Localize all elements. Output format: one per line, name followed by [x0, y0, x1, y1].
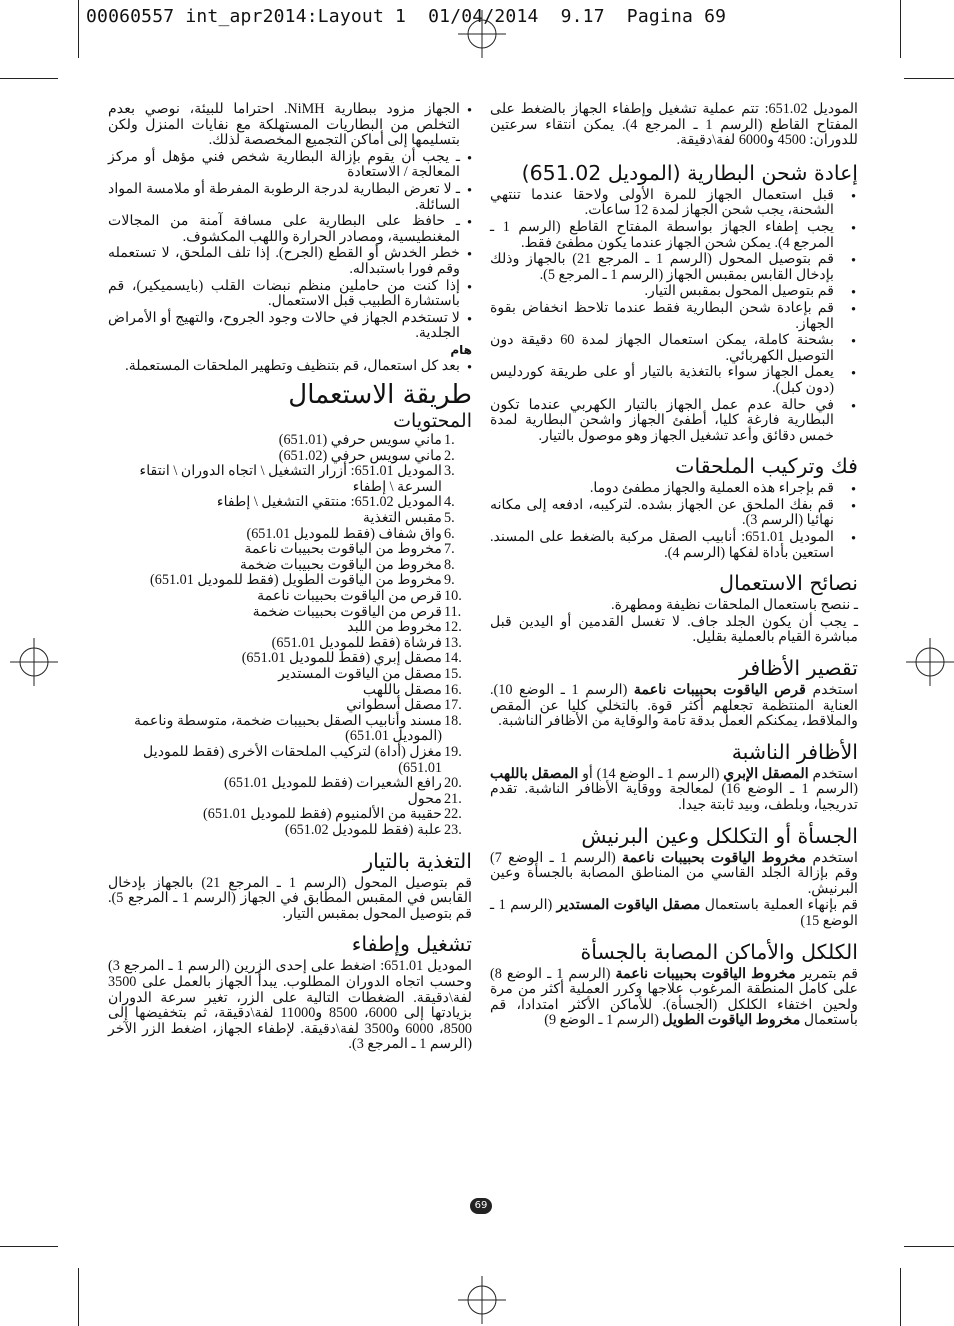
accessory-name: المصقل الإبري: [723, 765, 809, 782]
text-run: استخدم: [806, 849, 858, 866]
contents-item: [108, 776, 472, 792]
important-label: هام: [450, 342, 472, 357]
calluses-finish-text: [490, 898, 858, 929]
crop-mark: [900, 1268, 901, 1326]
contents-item-text: حقيبة من الألمنيوم (فقط للموديل 651.01): [203, 806, 442, 823]
list-item: ● لا تستخدم الجهاز في حالات وجود الجروح، والتهيج أو الأمراض الجلدية.: [108, 311, 472, 342]
text-run: استخدم: [808, 765, 858, 782]
hard-skin-text: [490, 967, 858, 1029]
contents-item: [108, 433, 472, 449]
accessory-name: قرص الياقوت بحبيبات ناعمة: [633, 682, 806, 699]
contents-item: [108, 558, 472, 574]
contents-item-text: مصقل باللهب: [362, 681, 442, 698]
accessory-name: المصقل باللهب: [490, 765, 579, 782]
list-item: ● يجب إطفاء الجهاز بواسطة المفتاح القاطع (الرسم 1 ـ المرجع 4). يمكن شحن الجهاز عندما يكون مطفئ فقط.: [490, 220, 858, 251]
list-item: ● قبل استعمال الجهاز للمرة الأولى ولاحقا عندما تنتهي الشحنة، يجب شحن الجهاز لمدة 12 ساعات.: [490, 188, 858, 219]
contents-item-number: 12.: [444, 619, 462, 636]
contents-item-text: مخروط من اللبد: [347, 619, 442, 636]
contents-item: [108, 636, 472, 652]
contents-item: [108, 605, 472, 621]
contents-item-number: 19.: [444, 743, 462, 760]
registration-mark-left: [10, 638, 58, 686]
list-item: ● ـ حافظ على البطارية على مسافة آمنة من المجالات المغنطيسية، ومصادر الحرارة واللهب المكشوف.: [108, 214, 472, 245]
important-list: [108, 359, 472, 375]
contents-item-text: رافع الشعيرات (فقط للموديل 651.01): [224, 775, 442, 792]
contents-item: [108, 651, 472, 667]
contents-item-text: مصقل أسطواني: [346, 697, 442, 714]
heading-usage-method: طريقة الاستعمال: [288, 380, 472, 411]
crop-mark: [78, 0, 79, 58]
contents-item-text: الموديل 651.02: منتقي التشغيل \ إطفاء: [216, 494, 442, 511]
battery-charging-list: [490, 188, 858, 445]
contents-item-number: 6.: [444, 525, 455, 542]
heading-nail-shortening: تقصير الأظافر: [739, 656, 858, 681]
contents-item-text: محول: [407, 790, 442, 807]
list-item: ● بشحنة كاملة، يمكن استعمال الجهاز لمدة 60 دقيقة دون التوصيل الكهربائي.: [490, 333, 858, 364]
contents-item-number: 16.: [444, 681, 462, 698]
contents-item: [108, 745, 472, 776]
ingrown-nails-text: [490, 767, 858, 814]
contents-item: [108, 527, 472, 543]
crop-mark: [0, 78, 58, 79]
contents-item: [108, 495, 472, 511]
contents-item-text: مخروط من الياقوت بحبيبات ضخمة: [239, 556, 442, 573]
list-item: ● يعمل الجهاز سواء بالتغذية بالتيار أو على طريقة كوردليس (دون كبل).: [490, 365, 858, 396]
page-number-badge: 69: [470, 1198, 492, 1214]
contents-item-text: ماني سويس حرفي (651.02): [278, 447, 442, 464]
text-run: (الرسم 1 ـ الوضع 9): [544, 1012, 663, 1029]
nail-shortening-text: [490, 683, 858, 730]
registration-mark-bottom: [458, 1276, 506, 1324]
text-run: (الرسم 1 ـ الوضع 16) لمعالجة ووقاية الأظافر الناشبة. تقدم تدريجيا، وبلطف، وبيد ثابتة جيدا.: [490, 781, 858, 813]
contents-item-number: 3.: [444, 463, 455, 480]
contents-item-number: 13.: [444, 634, 462, 651]
contents-item: [108, 714, 472, 745]
list-item: ● في حالة عدم عمل الجهاز بالتيار الكهربي عندما تكون البطارية فارغة كليا، أطفئ الجهاز واشحن البطارية لمدة خمس دقائق وأعد تشغيل الجهاز وهو موصول بالتيار.: [490, 398, 858, 445]
contents-item: [108, 511, 472, 527]
list-item: ● قم بتوصيل المحول (الرسم 1 ـ المرجع 21) بالجهاز وذلك بإدخال القابس بمقبس الجهاز (الرسم 1 ـ المرجع 5).: [490, 252, 858, 283]
list-item: ● بعد كل استعمال، قم بتنظيف وتطهير الملحقات المستعملة.: [108, 359, 472, 375]
text-run: (الرسم 1 ـ الوضع 8) على كامل المنطقة المرغوب علاجها وكرر العملية أكثر من مرة ولحين اختفاء الكلكل (الجسأة). للأماكن الأكثر امتدادا، قم باستعمال: [490, 965, 858, 1029]
contents-item-number: 7.: [444, 541, 455, 558]
contents-item-text: مصقل إبري (فقط للموديل 651.01): [241, 650, 442, 667]
text-run: (الرسم 1 ـ الوضع 7) وقم بإزالة الجلد القاسي من المناطق المصابة بالجسأة وعين البرنيش.: [490, 849, 858, 897]
contents-item: [108, 589, 472, 605]
contents-item-number: 22.: [444, 806, 462, 823]
crop-mark: [0, 1246, 58, 1247]
list-item: ● الموديل 651.01: أنابيب الصقل مركبة بالضغط على المسند. استعين بأداة لفكها (الرسم 4).: [490, 530, 858, 561]
contents-item-text: مصقل من الياقوت المستدير: [278, 666, 442, 682]
contents-item-text: فرشاة (فقط للموديل 651.01): [271, 634, 442, 651]
text-run: (الرسم 1 ـ الوضع 15): [490, 897, 858, 929]
accessory-name: مخروط الياقوت الطويل: [662, 1012, 801, 1029]
contents-item-text: قرص من الياقوت بحبيبات ناعمة: [257, 588, 442, 605]
list-item: ● قم بفك الملحق عن الجهاز بشده. لتركيبه، ادفعه إلى مكانه نهائيا (الرسم 3).: [490, 498, 858, 529]
contents-item-number: 9.: [444, 572, 455, 589]
contents-item-number: 23.: [444, 821, 462, 838]
contents-item-number: 17.: [444, 697, 462, 714]
heading-power-supply: التغذية بالتيار: [363, 848, 472, 873]
text-run: قم بتمرير: [795, 965, 858, 982]
crop-mark: [904, 78, 954, 79]
contents-item: [108, 464, 472, 495]
heading-usage-tips: نصائح الاستعمال: [719, 571, 858, 596]
text-run: (الرسم 1 ـ الوضع 10). العناية المنتظمة تجعلهم أكثر قوة. بالتخلي كليا عن المقص والملاقط، يمكنكم العمل بدقة تامة والوقاية من الأظافر الناشبة.: [490, 682, 858, 730]
contents-list: [108, 433, 472, 838]
list-item: ● قم بتوصيل المحول بمقبس التيار.: [490, 284, 858, 300]
text-run: قم بإنهاء العملية باستعمال: [700, 897, 858, 914]
list-item: ● ـ لا تعرض البطارية لدرجة الرطوبة المفرطة أو ملامسة المواد السائلة.: [108, 182, 472, 213]
on-off-text: الموديل 651.01: اضغط على إحدى الزرين (الرسم 1 ـ المرجع 3) وحسب اتجاه الدوران المطلوب. يبدأ الجهاز بالعمل على 3500 لفة\دقيقة. الضغطات التالية على الزر، تغير سرعة الدوران بزيادتها إلى 6000، 8500 و11000 لفة\دقيقة، ثم بتخفيضها إلى 8500، 6000 و3500 لفة\دقيقة. لإطفاء الجهاز، اضغط الزر الآخر (الرسم 1 ـ المرجع 3).: [108, 958, 472, 1053]
contents-item: [108, 573, 472, 589]
contents-item-text: علبة (فقط للموديل 651.02): [284, 821, 442, 838]
left-column: [108, 102, 472, 1054]
accessory-name: مصقل الياقوت المستدير: [556, 897, 701, 914]
contents-item: [108, 698, 472, 714]
contents-item-number: 5.: [444, 510, 455, 527]
contents-item-number: 20.: [444, 775, 462, 792]
contents-item-number: 21.: [444, 790, 462, 807]
contents-item: [108, 449, 472, 465]
list-item: ● الجهاز مزود ببطارية NiMH. احتراما للبيئة، نوصي بعدم التخلص من البطاريات المستهلكة مع نفايات المنزل ولكن بتسليمها إلى أماكن التجميع المخصصة لذلك.: [108, 102, 472, 149]
heading-battery-charging: إعادة شحن البطارية (الموديل 651.02): [521, 160, 858, 185]
safety-list: [108, 102, 472, 342]
contents-item-text: مخروط من الياقوت بحبيبات ناعمة: [244, 541, 442, 558]
text-run: استخدم: [805, 682, 858, 699]
contents-item-number: 10.: [444, 588, 462, 605]
contents-item-number: 15.: [444, 666, 462, 682]
list-item: ● خطر الخدش أو القطع (الجرح). إذا تلف الملحق، لا تستعمله وقم فورا باستبداله.: [108, 246, 472, 277]
list-item: ● إذا كنت من حاملين منظم نبضات القلب (بايسميكير)، قم باستشارة الطبيب قبل الاستعمال.: [108, 279, 472, 310]
contents-item-text: مغزل (أداة) لتركيب الملحقات الأخرى (فقط للموديل 651.01): [143, 743, 442, 776]
crop-mark: [78, 1268, 79, 1326]
contents-item-number: 18.: [444, 712, 462, 729]
contents-item: [108, 683, 472, 699]
heading-hard-skin-areas: الكلكل والأماكن المصابة بالجسأة: [580, 939, 858, 964]
crop-mark: [904, 1246, 954, 1247]
contents-item-text: مخروط من الياقوت الطويل (فقط للموديل 651.01): [150, 572, 442, 589]
tip-text: ـ يجب أن يكون الجلد جاف. لا تغسل القدمين أو اليدين قبل مباشرة القيام بالعملية بقليل.: [490, 613, 858, 646]
registration-mark-right: [906, 638, 954, 686]
contents-item-text: مقبس التغذية: [362, 510, 442, 527]
model-65102-switch-text: الموديل 651.02: تتم عملية تشغيل وإطفاء الجهاز بالضغط على المفتاح القاطع (الرسم 1 ـ المرجع 4). يمكن انتقاء سرعتين للدوران: 4500 و6000 لفة\دقيقة.: [490, 101, 858, 149]
heading-contents: المحتويات: [393, 410, 472, 433]
contents-item-number: 4.: [444, 494, 455, 511]
contents-item-text: ماني سويس حرفي (651.01): [278, 432, 442, 449]
heading-ingrown-nails: الأظافر الناشبة: [731, 739, 858, 764]
heading-accessories: فك وتركيب الملحقات: [675, 454, 858, 479]
calluses-text: [490, 851, 858, 898]
contents-item-text: مسند وأنابيب الصقل بحبيبات ضخمة، متوسطة وناعمة (الموديل 651.01): [134, 712, 442, 745]
right-column: [490, 102, 858, 1030]
contents-item: [108, 792, 472, 808]
crop-mark: [900, 0, 901, 58]
contents-item-number: 1.: [444, 432, 455, 449]
list-item: ● قم بإجراء هذه العملية والجهاز مطفئ دوما.: [490, 481, 858, 497]
accessory-name: مخروط الياقوت بحبيبات ناعمة: [615, 965, 796, 982]
accessory-name: مخروط الياقوت بحبيبات ناعمة: [622, 849, 807, 866]
contents-item: [108, 807, 472, 823]
text-run: (الرسم 1 ـ الوضع 14) أو: [578, 765, 724, 782]
contents-item: [108, 542, 472, 558]
tip-text: ـ ننصح باستعمال الملحقات نظيفة ومطهرة.: [611, 597, 858, 614]
registration-mark-top: [458, 10, 506, 58]
print-slug-header: 00060557 int_apr2014:Layout 1 01/04/2014 9.17 Pagina 69: [86, 6, 727, 27]
contents-item-number: 8.: [444, 556, 455, 573]
heading-on-off: تشغيل وإطفاء: [351, 932, 472, 957]
power-supply-text: قم بتوصيل المحول (الرسم 1 ـ المرجع 21) بالجهاز بإدخال القابس في المقبس المطابق في الجهاز (الرسم 1 ـ المرجع 5). قم بتوصيل المحول بمقبس التيار.: [108, 874, 473, 922]
contents-item-text: قرص من الياقوت بحبيبات ضخمة: [252, 603, 442, 620]
accessories-list: [490, 481, 858, 561]
contents-item-text: الموديل 651.01: أزرار التشغيل \ اتجاه الدوران \ انتقاء السرعة \ إطفاء: [139, 463, 442, 495]
contents-item: [108, 823, 472, 839]
contents-item: [108, 620, 472, 636]
list-item: ● قم بإعادة شحن البطارية فقط عندما تلاحظ انخفاض بقوة الجهاز.: [490, 301, 858, 332]
contents-item-text: واق شفاف (فقط للموديل 651.01): [246, 525, 442, 542]
heading-calluses: الجسأة أو التكلكل وعين البرنيش: [581, 823, 858, 848]
contents-item: [108, 667, 472, 683]
contents-item-number: 11.: [444, 603, 462, 620]
contents-item-number: 2.: [444, 447, 455, 464]
contents-item-number: 14.: [444, 650, 462, 667]
list-item: ● ـ يجب أن يقوم بإزالة البطارية شخص فني مؤهل أو مركز المعالجة / الاستعادة: [108, 150, 472, 181]
